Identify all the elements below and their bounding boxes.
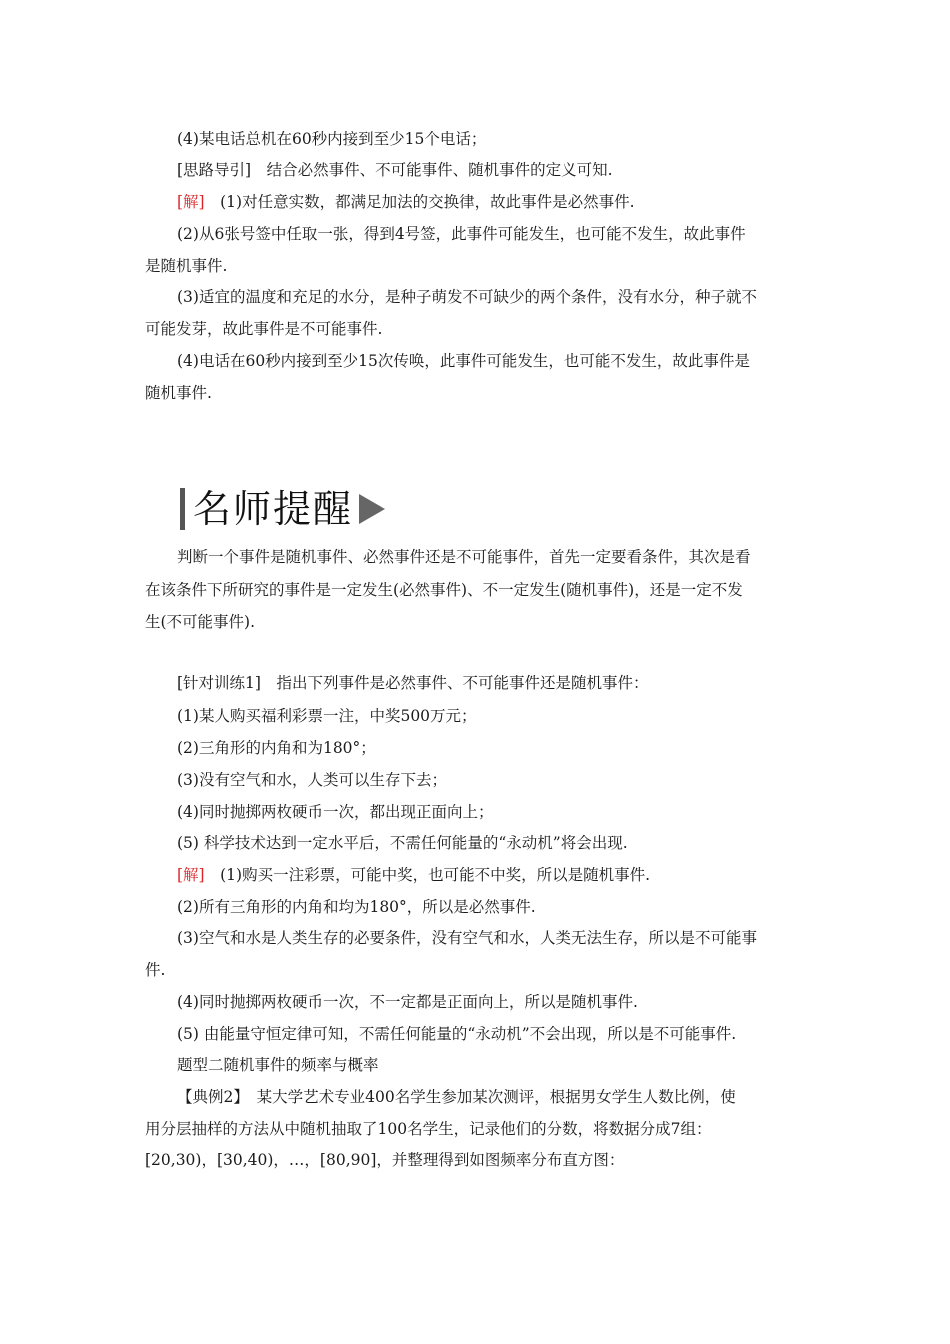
text-line: 判断一个事件是随机事件、必然事件还是不可能事件，首先一定要看条件，其次是看 <box>177 548 751 566</box>
text-line: (2)三角形的内角和为180°； <box>177 739 376 757</box>
text-line: (3)没有空气和水，人类可以生存下去； <box>177 771 447 789</box>
text-line: 生(不可能事件). <box>145 613 256 631</box>
text-line: 件. <box>145 961 166 979</box>
text-line: (3)适宜的温度和充足的水分，是种子萌发不可缺少的两个条件，没有水分，种子就不 <box>177 288 757 306</box>
text-line: 是随机事件. <box>145 257 228 275</box>
text-line: 题型二随机事件的频率与概率 <box>177 1056 379 1074</box>
text-line: (5) 由能量守恒定律可知，不需任何能量的“永动机”不会出现，所以是不可能事件. <box>177 1025 737 1043</box>
text-line: 随机事件. <box>145 384 212 402</box>
banner-bar <box>180 488 185 530</box>
text-line: (2)从6张号签中任取一张，得到4号签，此事件可能发生，也可能不发生，故此事件 <box>177 225 746 243</box>
text-line: (1)某人购买福利彩票一注，中奖500万元； <box>177 707 477 725</box>
text-line: 用分层抽样的方法从中随机抽取了100名学生，记录他们的分数，将数据分成7组： <box>145 1120 712 1138</box>
banner-title: 名师提醒 <box>193 487 354 531</box>
text-line: (4)某电话总机在60秒内接到至少15个电话； <box>177 130 487 148</box>
text-line: 【典例2】 某大学艺术专业400名学生参加某次测评，根据男女学生人数比例，使 <box>177 1088 736 1106</box>
text-line: [思路导引] 结合必然事件、不可能事件、随机事件的定义可知. <box>177 161 613 179</box>
solution-tag: [解] <box>177 866 205 884</box>
text-line: [20,30)，[30,40)，…，[80,90]，并整理得到如图频率分布直方图： <box>145 1151 625 1169</box>
text-line: (4)同时抛掷两枚硬币一次，都出现正面向上； <box>177 803 494 821</box>
text-line: (4)同时抛掷两枚硬币一次，不一定都是正面向上，所以是随机事件. <box>177 993 638 1011</box>
text-line: 在该条件下所研究的事件是一定发生(必然事件)、不一定发生(随机事件)，还是一定不发 <box>145 581 743 599</box>
section-banner <box>180 486 385 532</box>
triangle-arrow-icon <box>359 494 385 524</box>
text-span: (1)对任意实数，都满足加法的交换律，故此事件是必然事件. <box>204 193 635 211</box>
text-line <box>177 865 842 885</box>
text-line: 可能发芽，故此事件是不可能事件. <box>145 320 383 338</box>
text-line <box>177 192 842 212</box>
text-line: (5) 科学技术达到一定水平后，不需任何能量的“永动机”将会出现. <box>177 834 628 852</box>
text-line: (3)空气和水是人类生存的必要条件，没有空气和水，人类无法生存，所以是不可能事 <box>177 929 757 947</box>
text-span: (1)购买一注彩票，可能中奖，也可能不中奖，所以是随机事件. <box>204 866 650 884</box>
text-line: [针对训练1] 指出下列事件是必然事件、不可能事件还是随机事件： <box>177 674 649 692</box>
text-line: (2)所有三角形的内角和均为180°，所以是必然事件. <box>177 898 536 916</box>
text-line: (4)电话在60秒内接到至少15次传唤，此事件可能发生，也可能不发生，故此事件是 <box>177 352 750 370</box>
solution-tag: [解] <box>177 193 205 211</box>
